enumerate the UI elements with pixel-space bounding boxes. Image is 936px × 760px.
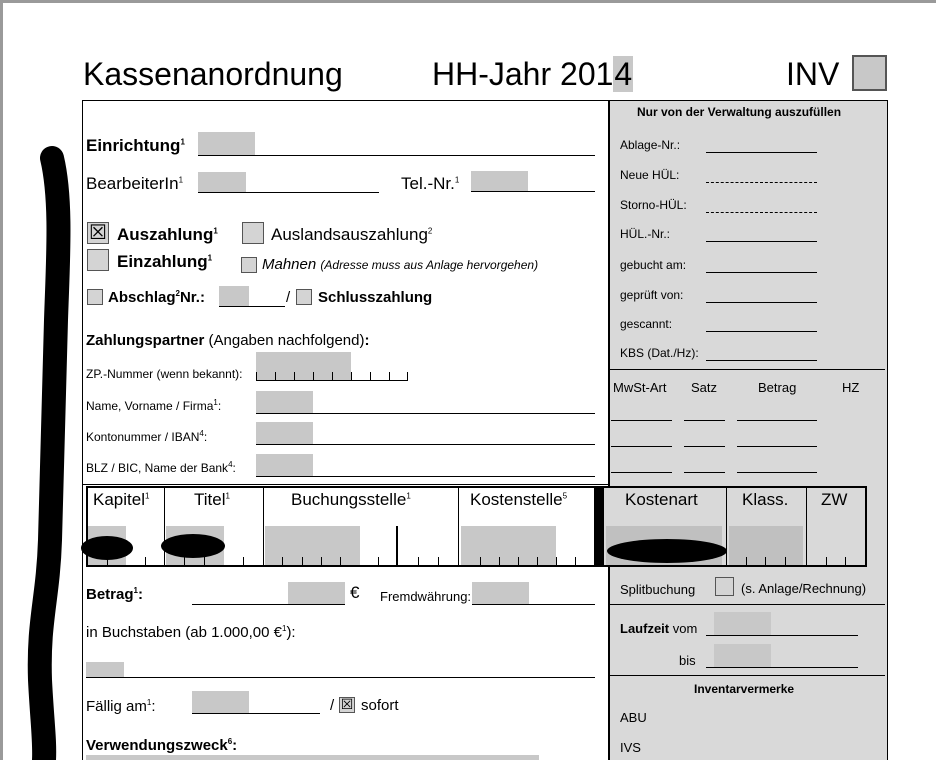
redaction-kostenart [607, 539, 727, 563]
betrag-label: Betrag$^1$: [86, 586, 143, 603]
abu-label: ABU [620, 710, 647, 725]
verwendungszweck-label: Verwendungszweck$^6$: [86, 737, 238, 754]
inv-label: INV [786, 56, 840, 92]
storno-huel-label: Storno-HÜL: [620, 198, 687, 212]
telnr-label: Tel.-Nr.$^1$ [401, 174, 460, 193]
splitbuchung-label: Splitbuchung [620, 582, 696, 597]
auslandsauszahlung-label: Auslandsauszahlung$^2$ [271, 225, 433, 244]
neue-huel-label: Neue HÜL: [620, 168, 680, 182]
titel-header: Titel$^1$ [194, 490, 230, 509]
abschlag-slash: / [286, 289, 291, 306]
laufzeit-label: Laufzeit vom [620, 621, 698, 636]
kapitel-header: Kapitel$^1$ [93, 490, 150, 509]
gebucht-label: gebucht am: [620, 258, 687, 272]
year-last-digit[interactable]: 4 [614, 56, 633, 92]
mwst-header: MwSt-Art [613, 380, 667, 395]
mahnen-label: Mahnen (Adresse muss aus Anlage hervorgehen) [262, 256, 539, 273]
year-text: HH-Jahr 201 [432, 56, 614, 92]
faellig-slash: / [330, 697, 335, 714]
konto-label: Kontonummer / IBAN$^4$: [86, 429, 208, 444]
redaction-vertical-stroke [40, 158, 59, 760]
klass-header: Klass. [742, 490, 789, 509]
zp-nummer-label: ZP.-Nummer (wenn bekannt): [86, 367, 243, 381]
huel-nr-label: HÜL.-Nr.: [620, 227, 671, 241]
sofort-label: sofort [361, 697, 399, 714]
einrichtung-label: Einrichtung$^1$ [86, 136, 185, 155]
auszahlung-label: Auszahlung$^1$ [117, 225, 218, 244]
abschlag-label: Abschlag$^2$Nr.: [108, 289, 205, 306]
zahlungspartner-heading: Zahlungspartner (Angaben nachfolgend): [86, 332, 370, 349]
inventar-heading: Inventarvermerke [694, 682, 795, 696]
redaction-kapitel [81, 536, 133, 560]
schlusszahlung-label: Schlusszahlung [318, 289, 433, 306]
satz-header: Satz [691, 380, 718, 395]
buchstaben-label: in Buchstaben (ab 1.000,00 €$^1$): [86, 624, 296, 641]
ablage-label: Ablage-Nr.: [620, 138, 681, 152]
fremdwaehrung-label: Fremdwährung: [380, 589, 472, 604]
ivs-label: IVS [620, 740, 641, 755]
bis-label: bis [679, 653, 696, 668]
faellig-label: Fällig $am^1$: [86, 698, 156, 715]
kbs-label: KBS (Dat./Hz): [620, 346, 699, 360]
hz-header: HZ [842, 380, 860, 395]
zw-header: ZW [821, 490, 848, 509]
anlage-label: (s. Anlage/Rechnung) [741, 581, 867, 596]
einzahlung-label: Einzahlung$^1$ [117, 252, 213, 271]
sofort-checkbox[interactable]: ☒ [340, 696, 354, 712]
kostenstelle-header: Kostenstelle$^5$ [470, 490, 568, 509]
bearbeiter-label: BearbeiterIn$^1$ [86, 174, 184, 193]
form-title: Kassenanordnung [83, 56, 343, 92]
admin-heading: Nur von der Verwaltung auszufüllen [637, 105, 842, 119]
euro-sign: € [350, 583, 360, 602]
redaction-titel [161, 534, 225, 558]
name-label: Name, Vorname / Firma$^1$: [86, 398, 222, 413]
geprueft-label: geprüft von: [620, 288, 684, 302]
auszahlung-checkbox[interactable]: ☒ [87, 222, 109, 244]
blz-label: BLZ / BIC, Name der Bank$^4$: [86, 460, 236, 475]
kostenart-header: Kostenart [625, 490, 698, 509]
betrag-header: Betrag [758, 380, 797, 395]
buchungsstelle-header: Buchungsstelle$^1$ [291, 490, 411, 509]
gescannt-label: gescannt: [620, 317, 673, 331]
